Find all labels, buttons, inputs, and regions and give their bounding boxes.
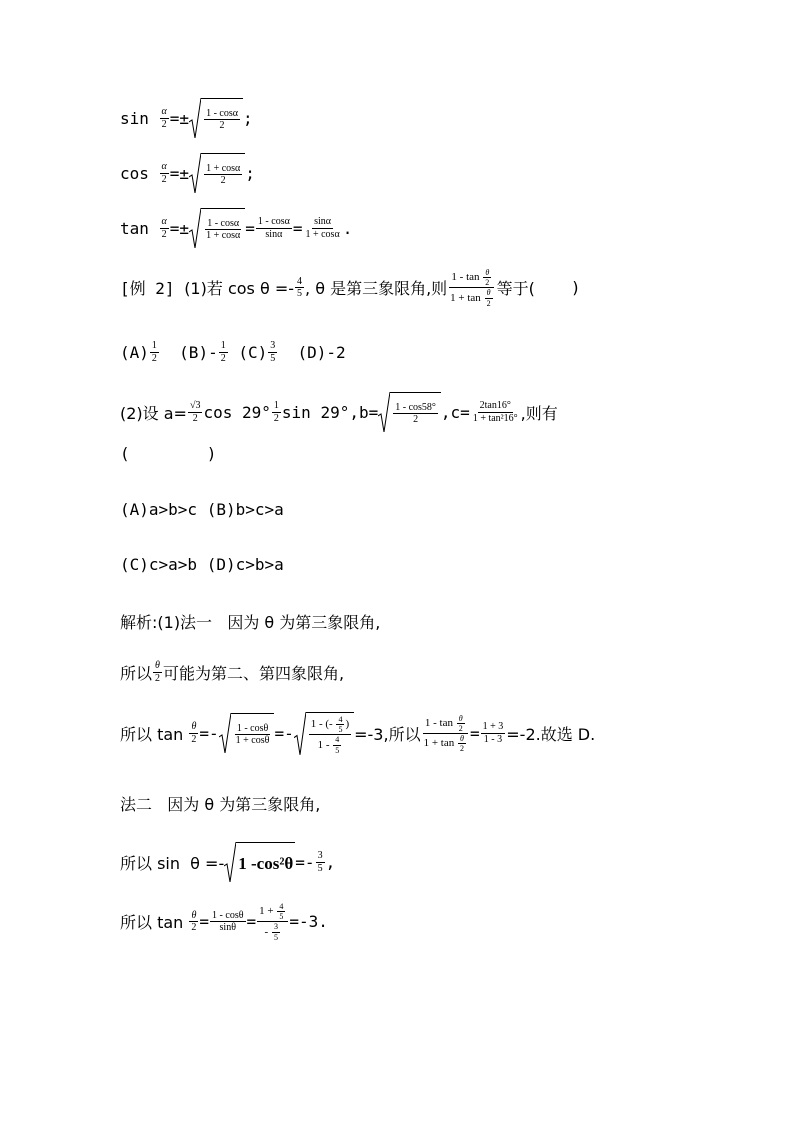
fraction: $\frac{1 - \cos\alpha}{\sin\alpha}$ [257,216,290,240]
equals: = [292,218,303,238]
solution-text: 可能为第二、第四象限角, [163,663,345,683]
equals: = [246,912,257,932]
result: =-3. [289,912,328,932]
comma: , [325,852,336,872]
option-c-value: $\frac{3}{5}$ [270,340,276,364]
equals: = [469,723,480,743]
fraction: $\frac{\sin\alpha}{1 + \cos\alpha}$ [305,216,340,240]
solution-line-2 [120,660,344,684]
example-question-2 [120,392,558,432]
semicolon: ; [245,163,255,183]
solution-line-4 [120,792,320,815]
sqrt-expression: $\frac{1 + \cos\alpha}{2}$ [189,153,245,193]
question-prefix: (1)若 cos θ =- [184,279,295,299]
sqrt-expression: $\frac{1 - \cos\alpha}{1 + \cos\alpha}$ [189,208,245,248]
solution-text: 法二 因为 θ 为第三象限角, [120,795,321,814]
solution-text: =-3,所以 [354,724,421,744]
sqrt-expression: 1 -cos²θ [224,842,295,882]
option-c-label: (C) [238,342,268,362]
equals: = [245,218,255,238]
fraction: $\frac{1 + 3}{1 - 3}$ [482,721,504,745]
c-label: ,c= [440,402,470,422]
solution-text: 所以 tan [120,724,189,744]
solution-text: 解析:(1)法一 因为 θ 为第三象限角, [120,613,381,632]
solution-line-5 [120,842,335,882]
fraction: $\frac{3}{5}$ [317,850,323,874]
half-angle-fraction: $\frac{\alpha}{2}$ [161,161,167,185]
question-prefix: (2)设 a= [120,403,187,423]
tan-half-expression: 1 - tan $\frac{\theta}{2}$ 1 + tan $\frac{\theta}{2}$ [448,268,495,308]
question-2-paren [120,444,216,463]
equals-minus: =- [199,723,219,743]
solution-text: 所以 tan [120,913,189,933]
example-label: [例 2] [120,279,175,299]
option-b-value: $\frac{1}{2}$ [220,340,226,364]
question-middle: , θ 是第三象限角,则 [305,279,448,299]
fn-sin: sin [120,108,149,128]
half-angle-fraction: $\frac{\alpha}{2}$ [161,216,167,240]
equals-minus: =- [274,723,294,743]
solution-line-3 [120,712,595,755]
formula-sin-half [120,98,253,138]
fraction: $\frac{√3}{2}$ [189,400,201,424]
equals: = [199,912,210,932]
example-question-1 [120,268,580,308]
period: . [342,218,353,238]
equals-minus: =- [295,852,315,872]
options-row-2: (C)c>a>b (D)c>b>a [120,555,284,574]
half-angle-fraction: $\frac{\theta}{2}$ [191,909,197,934]
fraction: $\frac{4}{5}$ [297,275,303,300]
fn-cos: cos [120,163,149,183]
option-d: (D)-2 [297,342,346,362]
solution-text: 所以 sin θ =- [120,853,225,873]
half-angle-fraction: $\frac{\alpha}{2}$ [161,106,167,130]
equals-plusminus: =± [169,163,190,183]
sqrt-expression: $\frac{1 - \cos\theta}{1 + \cos\theta}$ [219,713,275,753]
option-a-label: (A) [120,342,149,362]
fraction: $\frac{1}{2}$ [273,400,279,424]
question-suffix: 等于( [496,279,535,299]
formula-tan-half [120,208,352,248]
semicolon: ; [242,108,253,128]
compound-fraction: 1 + $\frac{4}{5}$ - $\frac{3}{5}$ [257,902,288,942]
equals-plusminus: =± [169,108,190,128]
sqrt-expression: $\frac{1 - \cos\alpha}{2}$ [189,98,243,138]
question-suffix: ,则有 [520,403,558,423]
close-paren: ) [570,278,581,298]
question-2-options-row-1 [120,500,284,519]
tan-half-expression: 1 - tan $\frac{\theta}{2}$ 1 + tan $\frac{\theta}{2}$ [422,714,469,754]
solution-text: 所以 [120,663,153,683]
sqrt-expression-nested: 1 - (- $\frac{4}{5}$ ) 1 - $\frac{4}{5}$ [294,712,354,755]
equals-plusminus: =± [169,218,190,238]
solution-text: =-2.故选 D. [506,724,596,744]
formula-cos-half [120,153,255,193]
a-end: sin 29°,b= [281,402,379,422]
a-middle: cos 29° [203,402,271,422]
half-angle-fraction: $\frac{\theta}{2}$ [191,721,197,745]
option-b-label: (B)- [179,342,218,362]
fn-tan: tan [120,218,149,238]
fraction: $\frac{1 - \cos\theta}{\sin\theta}$ [212,909,244,934]
question-1-options [120,340,346,364]
fraction: $\frac{2\tan 16^\circ}{\text{1 + tan²16°}}$ [472,400,518,424]
option-a-value: $\frac{1}{2}$ [151,340,157,364]
solution-line-1 [120,610,380,633]
options-row-1: (A)a>b>c (B)b>c>a [120,500,284,519]
question-2-options-row-2 [120,555,284,574]
fraction: $\frac{\theta}{2}$ [155,660,161,684]
answer-paren: ( ) [120,444,217,463]
sqrt-expression: $\frac{1 - \cos 58^\circ}{2}$ [378,392,441,432]
solution-line-6 [120,902,328,942]
